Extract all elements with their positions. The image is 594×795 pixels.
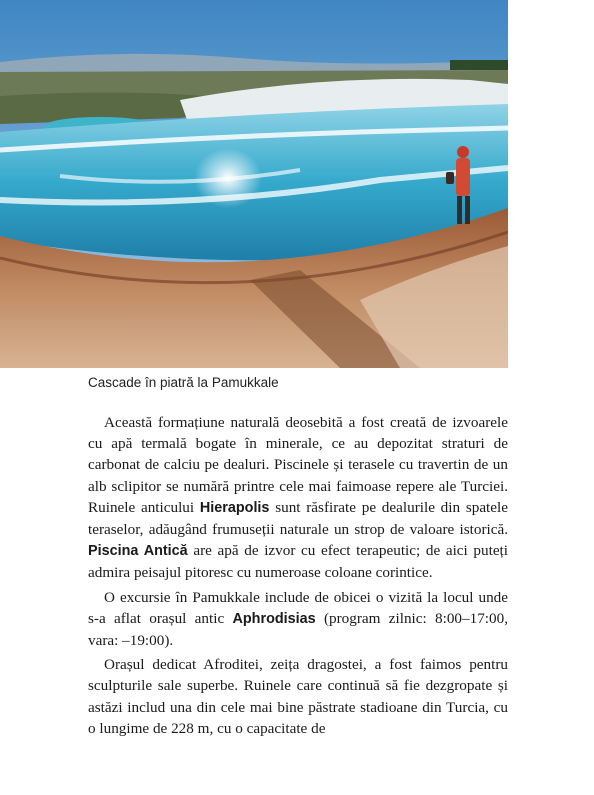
paragraph xyxy=(88,587,508,652)
text-run: Această formațiune naturală deosebită a fost creată de izvoarele cu apă termală bogate în minerale, ce au depozitat straturi de carbonat de calciu pe dealuri. Piscinele și terasele cu travertin de un alb sclipitor se numără printre cele mai faimoase repere ale Turciei. Ruinele anticului xyxy=(88,414,508,516)
text-run: are apă de izvor cu efect terapeutic; de aici puteți admira peisajul pitoresc cu numeroase coloane corintice. xyxy=(88,542,508,582)
paragraph xyxy=(88,412,508,584)
text-run: (program zilnic: 8:00–17:00, vara: –19:00). xyxy=(88,609,508,650)
bold-term: Piscina Antică xyxy=(88,543,188,560)
text-run: O excursie în Pamukkale include de obicei o vizită la locul unde s-a aflat orașul antic xyxy=(88,588,508,627)
text-run: sunt răsfirate pe dealurile din spatele teraselor, adăugând frumuseții naturale un strop de valoare istorică. xyxy=(88,498,508,539)
article-body xyxy=(88,412,508,739)
photo-caption: Cascade în piatră la Pamukkale xyxy=(88,375,279,390)
bold-term: Hierapolis xyxy=(199,499,270,516)
pamukkale-photo xyxy=(0,0,508,368)
paragraph xyxy=(88,654,508,739)
text-run: Orașul dedicat Afroditei, zeița dragostei, a fost faimos pentru sculpturile sale superbe. Ruinele care continuă să fie dezgropate și astăzi includ una din cele mai bine păstrate stadioane din Turcia, cu o lungime de 228 m, cu o capacitate de xyxy=(88,656,508,737)
bold-term: Aphrodisias xyxy=(232,610,316,627)
